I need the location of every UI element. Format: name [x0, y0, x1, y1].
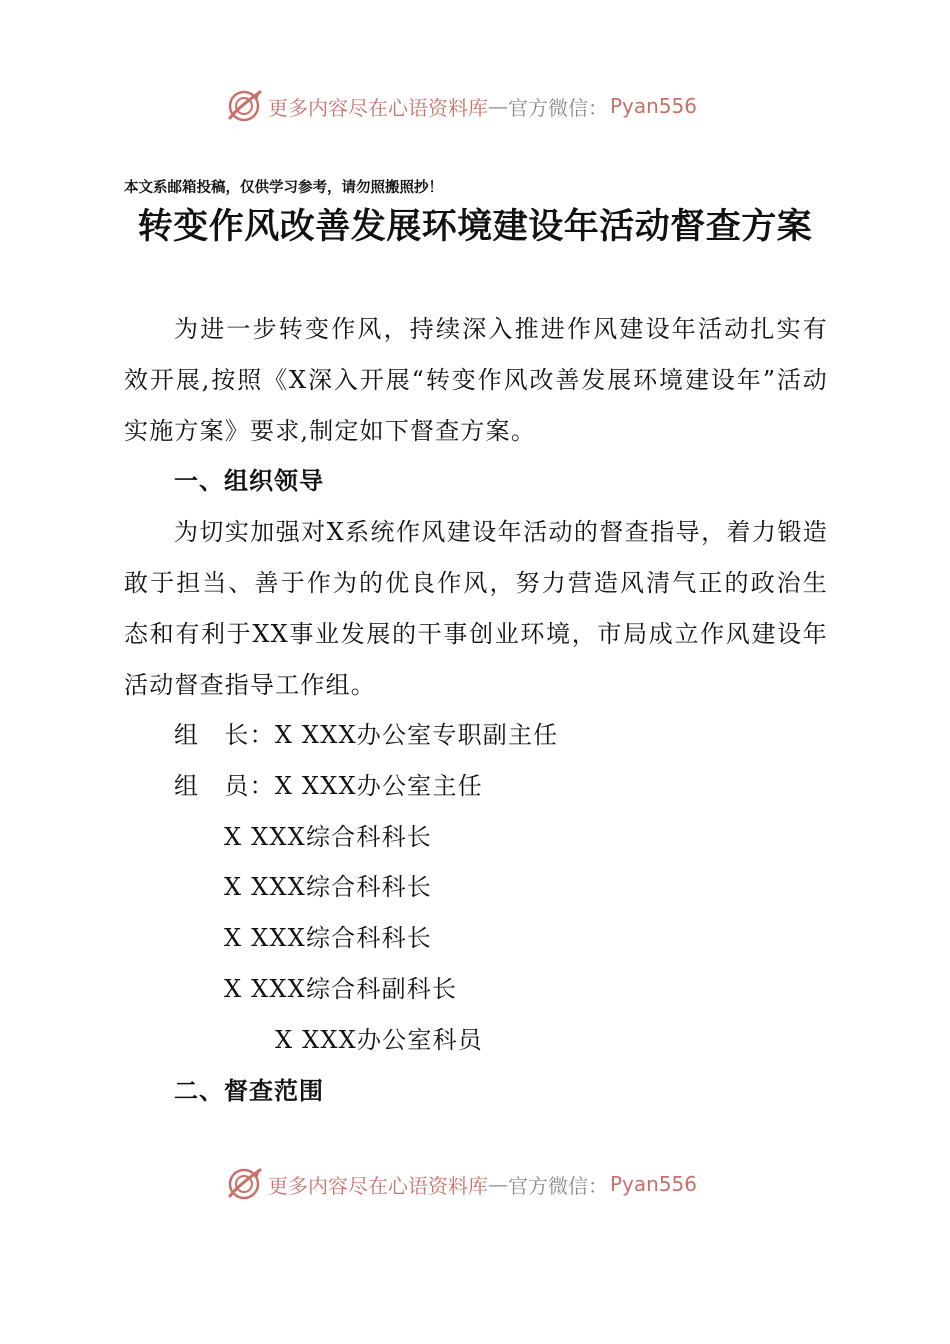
intro-paragraph: 为进一步转变作风，持续深入推进作风建设年活动扎实有效开展,按照《X深入开展“转变作风改善发展环境建设年”活动实施方案》要求,制定如下督查方案。 [124, 315, 828, 445]
member-name: X XXX综合科科长 [224, 823, 432, 851]
member-name: X XXX综合科科长 [224, 873, 432, 901]
leader-role-label: 组 长： [174, 721, 275, 749]
leader-line [174, 710, 558, 761]
banner-brand-text: 更多内容尽在心语资料库 [268, 95, 488, 120]
document-title: 转变作风改善发展环境建设年活动督查方案 [137, 206, 813, 247]
submission-notice: 本文系邮箱投稿，仅供学习参考，请勿照搬照抄！ [124, 179, 443, 196]
banner-wechat-label: 官方微信： [508, 1173, 608, 1198]
section1-body: 为切实加强对X系统作风建设年活动的督查指导，着力锻造敢于担当、善于作为的优良作风，努力营造风清气正的政治生态和有利于XX事业发展的干事创业环境，市局成立作风建设年活动督查指导工作组。 [124, 518, 828, 699]
banner-wechat-id: Pyan556 [610, 94, 698, 118]
section2-heading: 二、督查范围 [174, 1077, 324, 1105]
brand-logo-icon [226, 88, 262, 124]
watermark-banner-top [226, 86, 697, 126]
banner-wechat-label: 官方微信： [508, 95, 608, 120]
banner-brand-text: 更多内容尽在心语资料库 [268, 1173, 488, 1198]
banner-wechat-id: Pyan556 [610, 1172, 698, 1196]
banner-dash: — [488, 94, 508, 118]
member-role-label: 组 员： [174, 772, 275, 800]
section1-heading: 一、组织领导 [174, 467, 324, 495]
member-name: X XXX办公室主任 [274, 772, 483, 800]
brand-logo-icon [226, 1166, 262, 1202]
leader-name: X XXX办公室专职副主任 [274, 721, 559, 749]
watermark-banner-bottom [226, 1164, 697, 1204]
member-name: X XXX综合科副科长 [224, 975, 458, 1003]
banner-dash: — [488, 1172, 508, 1196]
member-name: X XXX办公室科员 [275, 1026, 483, 1054]
member-line [174, 761, 483, 812]
member-name: X XXX综合科科长 [224, 924, 432, 952]
